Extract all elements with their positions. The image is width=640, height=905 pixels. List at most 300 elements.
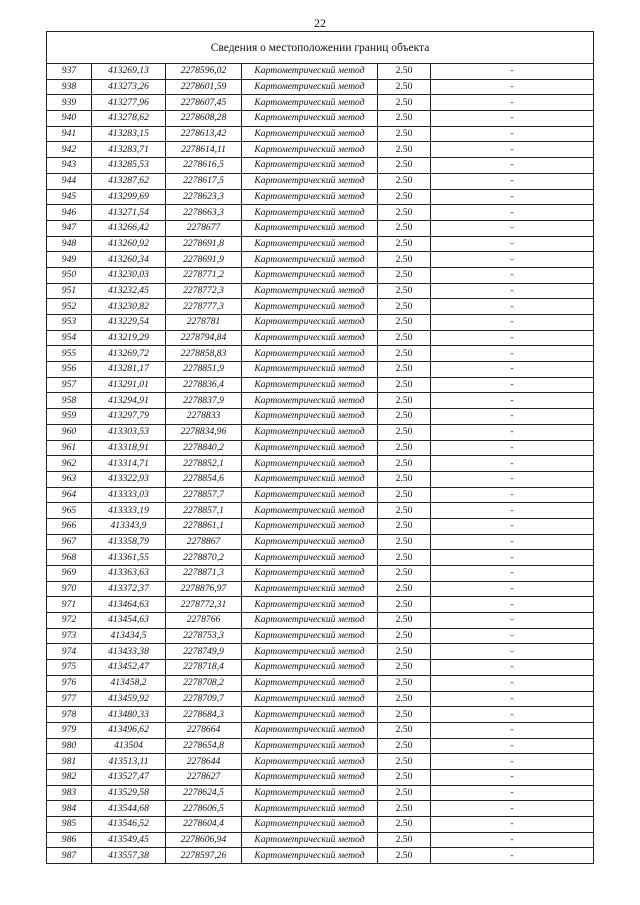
x-coordinate-cell: 413333,03 [92, 487, 166, 503]
table-row [47, 346, 594, 362]
x-coordinate-cell: 413297,79 [92, 409, 166, 425]
description-cell: - [431, 64, 594, 80]
y-coordinate-cell: 2278876,97 [166, 581, 242, 597]
method-cell: Картометрический метод [242, 205, 378, 221]
y-coordinate-cell: 2278654,8 [166, 738, 242, 754]
description-cell: - [431, 471, 594, 487]
point-number-cell: 944 [47, 173, 92, 189]
accuracy-cell: 2.50 [378, 738, 431, 754]
point-number-cell: 951 [47, 283, 92, 299]
accuracy-cell: 2.50 [378, 220, 431, 236]
x-coordinate-cell: 413230,82 [92, 299, 166, 315]
accuracy-cell: 2.50 [378, 503, 431, 519]
y-coordinate-cell: 2278834,96 [166, 424, 242, 440]
y-coordinate-cell: 2278617,5 [166, 173, 242, 189]
x-coordinate-cell: 413372,37 [92, 581, 166, 597]
table-row [47, 315, 594, 331]
point-number-cell: 968 [47, 550, 92, 566]
description-cell: - [431, 111, 594, 127]
description-cell: - [431, 691, 594, 707]
accuracy-cell: 2.50 [378, 64, 431, 80]
y-coordinate-cell: 2278708,2 [166, 675, 242, 691]
table-row [47, 456, 594, 472]
table-row [47, 142, 594, 158]
description-cell: - [431, 613, 594, 629]
method-cell: Картометрический метод [242, 79, 378, 95]
x-coordinate-cell: 413291,01 [92, 377, 166, 393]
y-coordinate-cell: 2278833 [166, 409, 242, 425]
description-cell: - [431, 362, 594, 378]
table-row [47, 597, 594, 613]
y-coordinate-cell: 2278777,3 [166, 299, 242, 315]
accuracy-cell: 2.50 [378, 252, 431, 268]
x-coordinate-cell: 413480,33 [92, 707, 166, 723]
table-row [47, 518, 594, 534]
method-cell: Картометрический метод [242, 111, 378, 127]
accuracy-cell: 2.50 [378, 79, 431, 95]
x-coordinate-cell: 413504 [92, 738, 166, 754]
y-coordinate-cell: 2278644 [166, 754, 242, 770]
description-cell: - [431, 785, 594, 801]
method-cell: Картометрический метод [242, 769, 378, 785]
y-coordinate-cell: 2278606,94 [166, 832, 242, 848]
point-number-cell: 937 [47, 64, 92, 80]
method-cell: Картометрический метод [242, 220, 378, 236]
method-cell: Картометрический метод [242, 785, 378, 801]
y-coordinate-cell: 2278858,83 [166, 346, 242, 362]
y-coordinate-cell: 2278664 [166, 722, 242, 738]
accuracy-cell: 2.50 [378, 597, 431, 613]
y-coordinate-cell: 2278604,4 [166, 817, 242, 833]
method-cell: Картометрический метод [242, 126, 378, 142]
accuracy-cell: 2.50 [378, 456, 431, 472]
accuracy-cell: 2.50 [378, 111, 431, 127]
accuracy-cell: 2.50 [378, 409, 431, 425]
y-coordinate-cell: 2278601,59 [166, 79, 242, 95]
y-coordinate-cell: 2278857,7 [166, 487, 242, 503]
point-number-cell: 953 [47, 315, 92, 331]
x-coordinate-cell: 413527,47 [92, 769, 166, 785]
point-number-cell: 940 [47, 111, 92, 127]
accuracy-cell: 2.50 [378, 440, 431, 456]
description-cell: - [431, 126, 594, 142]
x-coordinate-cell: 413294,91 [92, 393, 166, 409]
method-cell: Картометрический метод [242, 613, 378, 629]
y-coordinate-cell: 2278614,11 [166, 142, 242, 158]
x-coordinate-cell: 413513,11 [92, 754, 166, 770]
accuracy-cell: 2.50 [378, 722, 431, 738]
x-coordinate-cell: 413343,9 [92, 518, 166, 534]
accuracy-cell: 2.50 [378, 754, 431, 770]
accuracy-cell: 2.50 [378, 518, 431, 534]
accuracy-cell: 2.50 [378, 393, 431, 409]
accuracy-cell: 2.50 [378, 785, 431, 801]
table-row [47, 409, 594, 425]
description-cell: - [431, 581, 594, 597]
point-number-cell: 957 [47, 377, 92, 393]
point-number-cell: 946 [47, 205, 92, 221]
x-coordinate-cell: 413232,45 [92, 283, 166, 299]
table-row [47, 628, 594, 644]
description-cell: - [431, 722, 594, 738]
accuracy-cell: 2.50 [378, 660, 431, 676]
accuracy-cell: 2.50 [378, 817, 431, 833]
point-number-cell: 950 [47, 267, 92, 283]
y-coordinate-cell: 2278718,4 [166, 660, 242, 676]
y-coordinate-cell: 2278837,9 [166, 393, 242, 409]
point-number-cell: 945 [47, 189, 92, 205]
y-coordinate-cell: 2278607,45 [166, 95, 242, 111]
x-coordinate-cell: 413318,91 [92, 440, 166, 456]
description-cell: - [431, 817, 594, 833]
method-cell: Картометрический метод [242, 283, 378, 299]
accuracy-cell: 2.50 [378, 534, 431, 550]
method-cell: Картометрический метод [242, 142, 378, 158]
description-cell: - [431, 267, 594, 283]
point-number-cell: 960 [47, 424, 92, 440]
x-coordinate-cell: 413433,38 [92, 644, 166, 660]
description-cell: - [431, 675, 594, 691]
x-coordinate-cell: 413322,93 [92, 471, 166, 487]
accuracy-cell: 2.50 [378, 189, 431, 205]
accuracy-cell: 2.50 [378, 550, 431, 566]
table-row [47, 550, 594, 566]
method-cell: Картометрический метод [242, 346, 378, 362]
point-number-cell: 947 [47, 220, 92, 236]
x-coordinate-cell: 413496,62 [92, 722, 166, 738]
accuracy-cell: 2.50 [378, 283, 431, 299]
accuracy-cell: 2.50 [378, 628, 431, 644]
point-number-cell: 985 [47, 817, 92, 833]
method-cell: Картометрический метод [242, 487, 378, 503]
point-number-cell: 972 [47, 613, 92, 629]
table-row [47, 111, 594, 127]
point-number-cell: 965 [47, 503, 92, 519]
table-row [47, 613, 594, 629]
method-cell: Картометрический метод [242, 189, 378, 205]
x-coordinate-cell: 413219,29 [92, 330, 166, 346]
x-coordinate-cell: 413269,72 [92, 346, 166, 362]
table-row [47, 173, 594, 189]
description-cell: - [431, 534, 594, 550]
method-cell: Картометрический метод [242, 267, 378, 283]
description-cell: - [431, 158, 594, 174]
method-cell: Картометрический метод [242, 707, 378, 723]
description-cell: - [431, 456, 594, 472]
accuracy-cell: 2.50 [378, 424, 431, 440]
y-coordinate-cell: 2278596,02 [166, 64, 242, 80]
y-coordinate-cell: 2278851,9 [166, 362, 242, 378]
table-row [47, 801, 594, 817]
y-coordinate-cell: 2278597,26 [166, 848, 242, 864]
x-coordinate-cell: 413549,45 [92, 832, 166, 848]
description-cell: - [431, 377, 594, 393]
description-cell: - [431, 424, 594, 440]
point-number-cell: 956 [47, 362, 92, 378]
accuracy-cell: 2.50 [378, 173, 431, 189]
method-cell: Картометрический метод [242, 566, 378, 582]
y-coordinate-cell: 2278771,2 [166, 267, 242, 283]
x-coordinate-cell: 413281,17 [92, 362, 166, 378]
method-cell: Картометрический метод [242, 173, 378, 189]
table-row [47, 675, 594, 691]
description-cell: - [431, 707, 594, 723]
table-row [47, 220, 594, 236]
accuracy-cell: 2.50 [378, 471, 431, 487]
description-cell: - [431, 801, 594, 817]
accuracy-cell: 2.50 [378, 95, 431, 111]
accuracy-cell: 2.50 [378, 581, 431, 597]
description-cell: - [431, 173, 594, 189]
method-cell: Картометрический метод [242, 581, 378, 597]
y-coordinate-cell: 2278663,3 [166, 205, 242, 221]
table-row [47, 581, 594, 597]
x-coordinate-cell: 413454,63 [92, 613, 166, 629]
table-row [47, 205, 594, 221]
y-coordinate-cell: 2278854,6 [166, 471, 242, 487]
y-coordinate-cell: 2278677 [166, 220, 242, 236]
point-number-cell: 984 [47, 801, 92, 817]
method-cell: Картометрический метод [242, 64, 378, 80]
table-row [47, 738, 594, 754]
point-number-cell: 948 [47, 236, 92, 252]
y-coordinate-cell: 2278781 [166, 315, 242, 331]
x-coordinate-cell: 413260,92 [92, 236, 166, 252]
point-number-cell: 973 [47, 628, 92, 644]
table-row [47, 299, 594, 315]
point-number-cell: 981 [47, 754, 92, 770]
point-number-cell: 942 [47, 142, 92, 158]
table-row [47, 95, 594, 111]
point-number-cell: 941 [47, 126, 92, 142]
point-number-cell: 952 [47, 299, 92, 315]
method-cell: Картометрический метод [242, 675, 378, 691]
accuracy-cell: 2.50 [378, 801, 431, 817]
method-cell: Картометрический метод [242, 518, 378, 534]
y-coordinate-cell: 2278709,7 [166, 691, 242, 707]
description-cell: - [431, 95, 594, 111]
accuracy-cell: 2.50 [378, 315, 431, 331]
point-number-cell: 964 [47, 487, 92, 503]
description-cell: - [431, 283, 594, 299]
y-coordinate-cell: 2278852,1 [166, 456, 242, 472]
method-cell: Картометрический метод [242, 362, 378, 378]
point-number-cell: 939 [47, 95, 92, 111]
point-number-cell: 966 [47, 518, 92, 534]
table-row [47, 832, 594, 848]
method-cell: Картометрический метод [242, 801, 378, 817]
table-row [47, 64, 594, 80]
method-cell: Картометрический метод [242, 597, 378, 613]
description-cell: - [431, 644, 594, 660]
description-cell: - [431, 315, 594, 331]
point-number-cell: 943 [47, 158, 92, 174]
point-number-cell: 961 [47, 440, 92, 456]
table-row [47, 644, 594, 660]
table-row [47, 817, 594, 833]
point-number-cell: 949 [47, 252, 92, 268]
table-row [47, 330, 594, 346]
boundary-table [46, 31, 594, 864]
table-row [47, 487, 594, 503]
method-cell: Картометрический метод [242, 456, 378, 472]
y-coordinate-cell: 2278613,42 [166, 126, 242, 142]
accuracy-cell: 2.50 [378, 707, 431, 723]
description-cell: - [431, 346, 594, 362]
point-number-cell: 955 [47, 346, 92, 362]
table-row [47, 362, 594, 378]
table-row [47, 189, 594, 205]
x-coordinate-cell: 413266,42 [92, 220, 166, 236]
method-cell: Картометрический метод [242, 503, 378, 519]
method-cell: Картометрический метод [242, 377, 378, 393]
description-cell: - [431, 518, 594, 534]
accuracy-cell: 2.50 [378, 205, 431, 221]
y-coordinate-cell: 2278684,3 [166, 707, 242, 723]
accuracy-cell: 2.50 [378, 487, 431, 503]
x-coordinate-cell: 413363,63 [92, 566, 166, 582]
description-cell: - [431, 236, 594, 252]
point-number-cell: 986 [47, 832, 92, 848]
x-coordinate-cell: 413283,15 [92, 126, 166, 142]
table-row [47, 503, 594, 519]
accuracy-cell: 2.50 [378, 644, 431, 660]
x-coordinate-cell: 413229,54 [92, 315, 166, 331]
accuracy-cell: 2.50 [378, 126, 431, 142]
y-coordinate-cell: 2278836,4 [166, 377, 242, 393]
y-coordinate-cell: 2278624,5 [166, 785, 242, 801]
y-coordinate-cell: 2278616,5 [166, 158, 242, 174]
method-cell: Картометрический метод [242, 738, 378, 754]
table-row [47, 424, 594, 440]
y-coordinate-cell: 2278772,3 [166, 283, 242, 299]
point-number-cell: 980 [47, 738, 92, 754]
table-row [47, 754, 594, 770]
accuracy-cell: 2.50 [378, 236, 431, 252]
point-number-cell: 938 [47, 79, 92, 95]
table-row [47, 79, 594, 95]
point-number-cell: 979 [47, 722, 92, 738]
description-cell: - [431, 440, 594, 456]
x-coordinate-cell: 413287,62 [92, 173, 166, 189]
method-cell: Картометрический метод [242, 722, 378, 738]
method-cell: Картометрический метод [242, 534, 378, 550]
y-coordinate-cell: 2278608,28 [166, 111, 242, 127]
table-row [47, 440, 594, 456]
y-coordinate-cell: 2278766 [166, 613, 242, 629]
point-number-cell: 974 [47, 644, 92, 660]
point-number-cell: 975 [47, 660, 92, 676]
table-row [47, 660, 594, 676]
description-cell: - [431, 252, 594, 268]
x-coordinate-cell: 413303,53 [92, 424, 166, 440]
description-cell: - [431, 754, 594, 770]
x-coordinate-cell: 413299,69 [92, 189, 166, 205]
description-cell: - [431, 79, 594, 95]
y-coordinate-cell: 2278867 [166, 534, 242, 550]
table-row [47, 471, 594, 487]
accuracy-cell: 2.50 [378, 142, 431, 158]
x-coordinate-cell: 413434,5 [92, 628, 166, 644]
description-cell: - [431, 142, 594, 158]
x-coordinate-cell: 413230,03 [92, 267, 166, 283]
accuracy-cell: 2.50 [378, 832, 431, 848]
y-coordinate-cell: 2278627 [166, 769, 242, 785]
description-cell: - [431, 503, 594, 519]
x-coordinate-cell: 413557,38 [92, 848, 166, 864]
table-row [47, 126, 594, 142]
point-number-cell: 962 [47, 456, 92, 472]
y-coordinate-cell: 2278749,9 [166, 644, 242, 660]
method-cell: Картометрический метод [242, 236, 378, 252]
method-cell: Картометрический метод [242, 95, 378, 111]
method-cell: Картометрический метод [242, 644, 378, 660]
description-cell: - [431, 566, 594, 582]
page-number: 22 [314, 16, 326, 30]
method-cell: Картометрический метод [242, 628, 378, 644]
x-coordinate-cell: 413546,52 [92, 817, 166, 833]
point-number-cell: 967 [47, 534, 92, 550]
table-row [47, 566, 594, 582]
accuracy-cell: 2.50 [378, 330, 431, 346]
x-coordinate-cell: 413277,96 [92, 95, 166, 111]
accuracy-cell: 2.50 [378, 158, 431, 174]
description-cell: - [431, 299, 594, 315]
accuracy-cell: 2.50 [378, 675, 431, 691]
method-cell: Картометрический метод [242, 660, 378, 676]
x-coordinate-cell: 413544,68 [92, 801, 166, 817]
accuracy-cell: 2.50 [378, 267, 431, 283]
y-coordinate-cell: 2278606,5 [166, 801, 242, 817]
description-cell: - [431, 330, 594, 346]
table-row [47, 283, 594, 299]
point-number-cell: 970 [47, 581, 92, 597]
point-number-cell: 976 [47, 675, 92, 691]
description-cell: - [431, 220, 594, 236]
table-row [47, 236, 594, 252]
x-coordinate-cell: 413361,55 [92, 550, 166, 566]
method-cell: Картометрический метод [242, 848, 378, 864]
table-title-row [47, 32, 594, 64]
point-number-cell: 971 [47, 597, 92, 613]
point-number-cell: 954 [47, 330, 92, 346]
y-coordinate-cell: 2278840,2 [166, 440, 242, 456]
table-title: Сведения о местоположении границ объекта [47, 32, 594, 64]
description-cell: - [431, 738, 594, 754]
table-row [47, 252, 594, 268]
method-cell: Картометрический метод [242, 252, 378, 268]
point-number-cell: 977 [47, 691, 92, 707]
y-coordinate-cell: 2278857,1 [166, 503, 242, 519]
table-row [47, 691, 594, 707]
y-coordinate-cell: 2278623,3 [166, 189, 242, 205]
x-coordinate-cell: 413285,53 [92, 158, 166, 174]
method-cell: Картометрический метод [242, 691, 378, 707]
y-coordinate-cell: 2278753,3 [166, 628, 242, 644]
description-cell: - [431, 660, 594, 676]
description-cell: - [431, 628, 594, 644]
y-coordinate-cell: 2278861,1 [166, 518, 242, 534]
description-cell: - [431, 393, 594, 409]
y-coordinate-cell: 2278794,84 [166, 330, 242, 346]
accuracy-cell: 2.50 [378, 362, 431, 378]
accuracy-cell: 2.50 [378, 299, 431, 315]
description-cell: - [431, 189, 594, 205]
method-cell: Картометрический метод [242, 817, 378, 833]
method-cell: Картометрический метод [242, 550, 378, 566]
table-row [47, 393, 594, 409]
description-cell: - [431, 597, 594, 613]
